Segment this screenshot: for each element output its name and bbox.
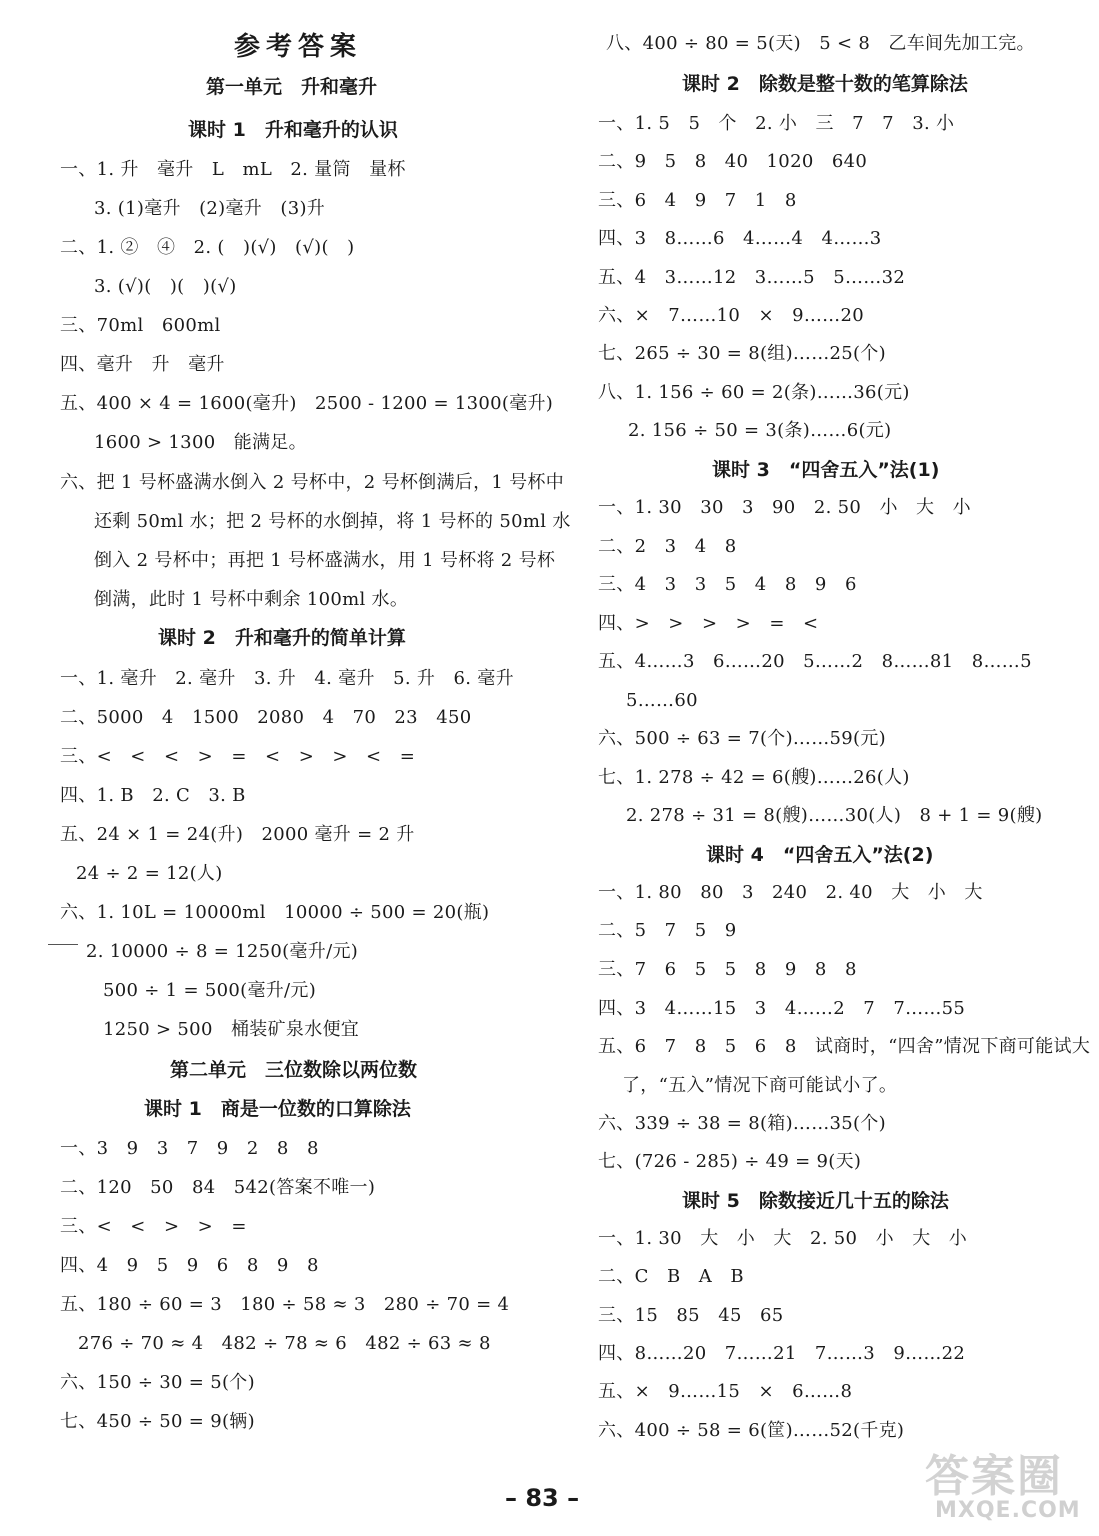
left-answer-line-18: 四、1. B 2. C 3. B: [60, 785, 246, 806]
right-answer-line-32: 二、C B A B: [598, 1266, 744, 1287]
page-title: 参考答案: [234, 32, 363, 62]
left-answer-line-31: 五、180 ÷ 60 = 3 180 ÷ 58 ≈ 3 280 ÷ 70 = 4: [60, 1294, 510, 1315]
left-heading-14: 课时 2 升和毫升的简单计算: [158, 627, 406, 649]
right-answer-line-28: 六、339 ÷ 38 = 8(箱)……35(个): [598, 1113, 886, 1134]
right-answer-line-22: 一、1. 80 80 3 240 2. 40 大 小 大: [598, 882, 983, 903]
page-number: – 83 –: [505, 1484, 580, 1512]
left-answer-line-4: 二、1. ② ④ 2. ( )(√) (√)( ): [60, 237, 355, 258]
right-answer-line-19: 七、1. 278 ÷ 42 = 6(艘)……26(人): [598, 767, 910, 788]
right-answer-line-31: 一、1. 30 大 小 大 2. 50 小 大 小: [598, 1228, 968, 1249]
right-heading-30: 课时 5 除数接近几十五的除法: [682, 1190, 949, 1212]
right-answer-line-13: 二、2 3 4 8: [598, 536, 737, 557]
left-answer-line-8: 五、400 × 4 = 1600(毫升) 2500 - 1200 = 1300(毫升): [60, 393, 554, 414]
left-answer-line-30: 四、4 9 5 9 6 8 9 8: [60, 1255, 319, 1276]
left-heading-0: 第一单元 升和毫升: [206, 76, 378, 98]
left-answer-line-12: 倒入 2 号杯中；再把 1 号杯盛满水，用 1 号杯将 2 号杯: [94, 550, 556, 571]
left-answer-line-17: 三、< < < > = < > > < =: [60, 746, 416, 767]
right-heading-11: 课时 3 “四舍五入”法(1): [712, 459, 940, 481]
left-answer-line-32: 276 ÷ 70 ≈ 4 482 ÷ 78 ≈ 6 482 ÷ 63 ≈ 8: [78, 1333, 491, 1354]
right-answer-line-27: 了，“五入”情况下商可能试小了。: [622, 1075, 898, 1096]
right-heading-1: 课时 2 除数是整十数的笔算除法: [682, 73, 968, 95]
right-answer-line-20: 2. 278 ÷ 31 = 8(艘)……30(人) 8 + 1 = 9(艘): [626, 805, 1043, 826]
left-heading-1: 课时 1 升和毫升的认识: [188, 119, 398, 141]
left-answer-line-6: 三、70ml 600ml: [60, 315, 221, 336]
right-answer-line-17: 5……60: [626, 690, 698, 711]
right-answer-line-29: 七、(726 - 285) ÷ 49 = 9(天): [598, 1151, 862, 1172]
right-answer-line-2: 一、1. 5 5 个 2. 小 三 7 7 3. 小: [598, 113, 955, 134]
right-answer-line-6: 五、4 3……12 3……5 5……32: [598, 267, 906, 288]
right-answer-line-3: 二、9 5 8 40 1020 640: [598, 151, 868, 172]
right-answer-line-16: 五、4……3 6……20 5……2 8……81 8……5: [598, 651, 1032, 672]
left-answer-line-33: 六、150 ÷ 30 = 5(个): [60, 1372, 255, 1393]
left-answer-line-23: 500 ÷ 1 = 500(毫升/元): [103, 980, 317, 1001]
right-answer-line-4: 三、6 4 9 7 1 8: [598, 190, 797, 211]
left-answer-line-34: 七、450 ÷ 50 = 9(辆): [60, 1411, 255, 1432]
left-answer-line-13: 倒满，此时 1 号杯中剩余 100ml 水。: [94, 589, 409, 610]
right-answer-line-8: 七、265 ÷ 30 = 8(组)……25(个): [598, 343, 886, 364]
right-answer-line-14: 三、4 3 3 5 4 8 9 6: [598, 574, 857, 595]
right-answer-line-25: 四、3 4……15 3 4……2 7 7……55: [598, 998, 966, 1019]
right-answer-line-35: 五、× 9……15 × 6……8: [598, 1381, 853, 1402]
left-answer-line-28: 二、120 50 84 542(答案不唯一): [60, 1177, 376, 1198]
left-heading-25: 第二单元 三位数除以两位数: [170, 1059, 418, 1081]
watermark-sub: MXQE.COM: [935, 1498, 1081, 1523]
left-answer-line-20: 24 ÷ 2 = 12(人): [76, 863, 223, 884]
watermark-logo: [915, 1440, 1095, 1532]
right-heading-21: 课时 4 “四舍五入”法(2): [706, 844, 934, 866]
right-answer-line-33: 三、15 85 45 65: [598, 1305, 784, 1326]
right-answer-line-23: 二、5 7 5 9: [598, 920, 737, 941]
right-answer-line-24: 三、7 6 5 5 8 9 8 8: [598, 959, 857, 980]
margin-dash: [48, 944, 78, 945]
right-answer-line-15: 四、> > > > = <: [598, 613, 819, 634]
left-heading-26: 课时 1 商是一位数的口算除法: [144, 1098, 411, 1120]
left-answer-line-16: 二、5000 4 1500 2080 4 70 23 450: [60, 707, 472, 728]
left-answer-line-7: 四、毫升 升 毫升: [60, 354, 225, 375]
right-answer-line-0: 八、400 ÷ 80 = 5(天) 5 < 8 乙车间先加工完。: [606, 33, 1035, 54]
right-answer-line-18: 六、500 ÷ 63 = 7(个)……59(元): [598, 728, 886, 749]
left-answer-line-3: 3. (1)毫升 (2)毫升 (3)升: [94, 198, 326, 219]
left-answer-line-2: 一、1. 升 毫升 L mL 2. 量筒 量杯: [60, 159, 406, 180]
watermark-main: 答案圈: [925, 1451, 1063, 1502]
left-answer-line-19: 五、24 × 1 = 24(升) 2000 毫升 = 2 升: [60, 824, 415, 845]
left-answer-line-27: 一、3 9 3 7 9 2 8 8: [60, 1138, 319, 1159]
right-answer-line-36: 六、400 ÷ 58 = 6(筐)……52(千克): [598, 1420, 905, 1441]
left-answer-line-29: 三、< < > > =: [60, 1216, 247, 1237]
right-answer-line-5: 四、3 8……6 4……4 4……3: [598, 228, 882, 249]
left-answer-line-9: 1600 > 1300 能满足。: [94, 432, 307, 453]
right-answer-line-9: 八、1. 156 ÷ 60 = 2(条)……36(元): [598, 382, 910, 403]
left-answer-line-15: 一、1. 毫升 2. 毫升 3. 升 4. 毫升 5. 升 6. 毫升: [60, 668, 514, 689]
left-answer-line-24: 1250 > 500 桶装矿泉水便宜: [103, 1019, 360, 1040]
left-answer-line-21: 六、1. 10L = 10000ml 10000 ÷ 500 = 20(瓶): [60, 902, 490, 923]
left-answer-line-22: 2. 10000 ÷ 8 = 1250(毫升/元): [86, 941, 359, 962]
right-answer-line-7: 六、× 7……10 × 9……20: [598, 305, 864, 326]
left-answer-line-10: 六、把 1 号杯盛满水倒入 2 号杯中，2 号杯倒满后，1 号杯中: [60, 472, 565, 493]
right-answer-line-10: 2. 156 ÷ 50 = 3(条)……6(元): [628, 420, 892, 441]
left-answer-line-11: 还剩 50ml 水；把 2 号杯的水倒掉，将 1 号杯的 50ml 水: [94, 511, 571, 532]
right-answer-line-26: 五、6 7 8 5 6 8 试商时，“四舍”情况下商可能试大: [598, 1036, 1091, 1057]
right-answer-line-12: 一、1. 30 30 3 90 2. 50 小 大 小: [598, 497, 971, 518]
left-answer-line-5: 3. (√)( )( )(√): [94, 276, 237, 297]
right-answer-line-34: 四、8……20 7……21 7……3 9……22: [598, 1343, 966, 1364]
